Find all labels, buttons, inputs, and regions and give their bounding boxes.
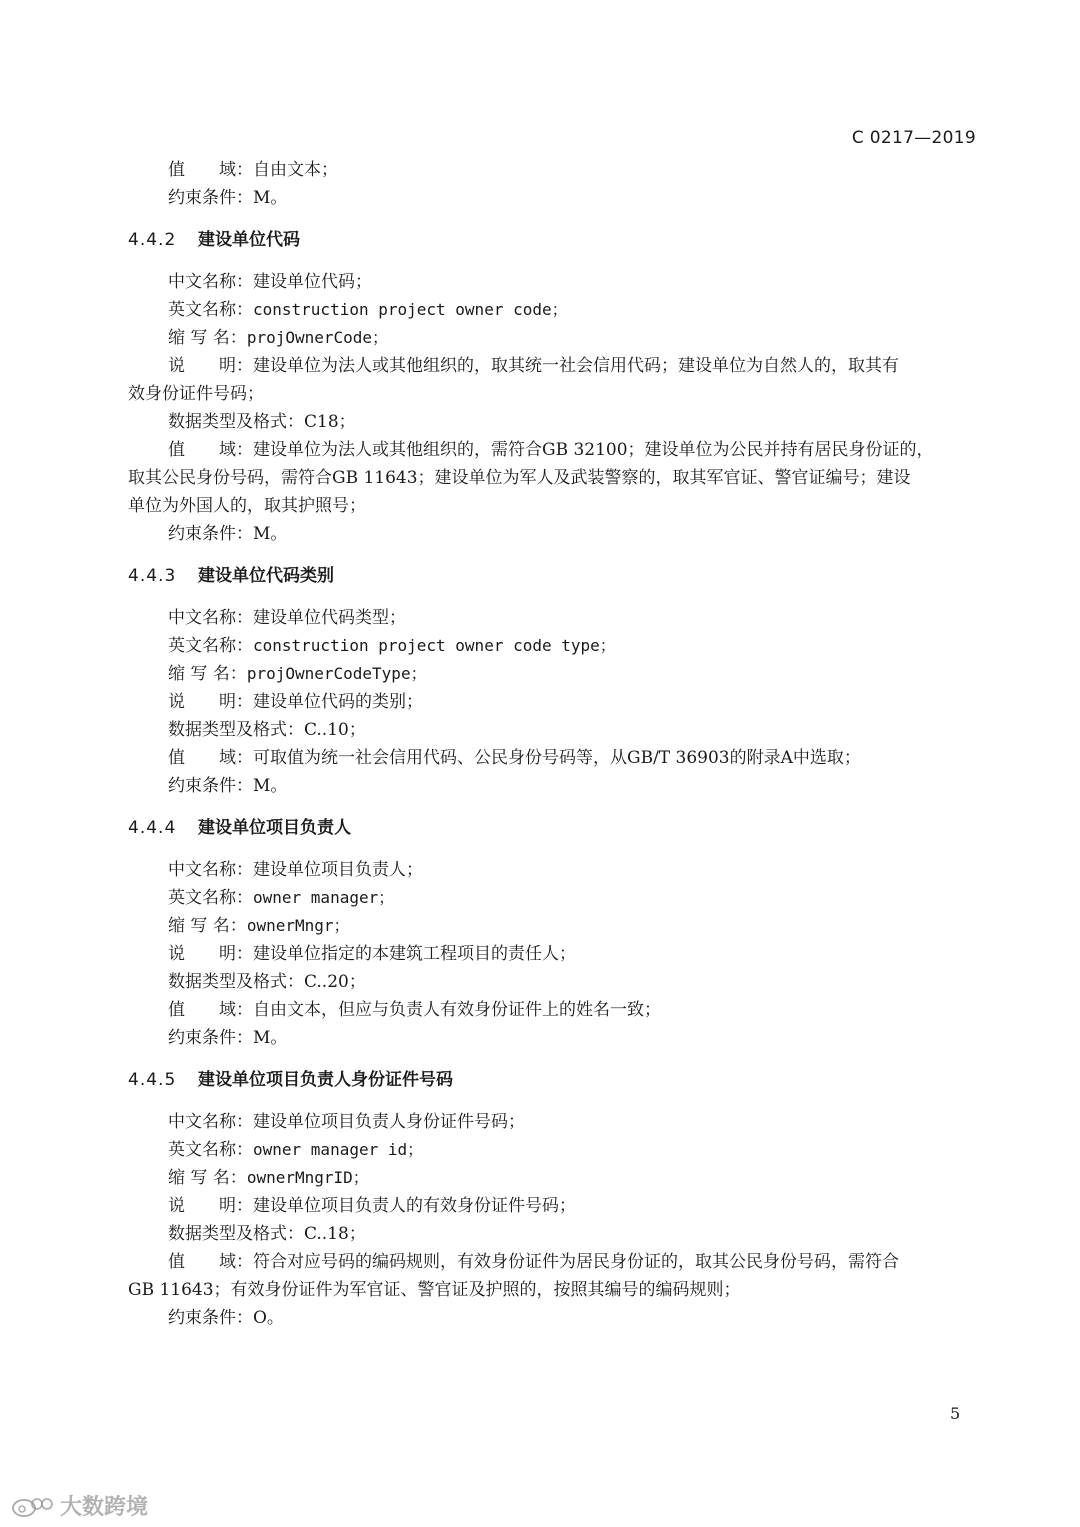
abbreviation-value: ownerMngrID； (246, 1168, 369, 1187)
constraint-line: 约束条件：O。 (168, 1308, 284, 1328)
abbreviation-label: 缩 写 名： (168, 916, 247, 936)
abbreviation-label: 缩 写 名： (168, 1168, 247, 1188)
description-line: 说 明：建设单位项目负责人的有效身份证件号码； (168, 1196, 576, 1216)
abbreviation-line (128, 324, 978, 352)
section-title: 建设单位代码 (198, 230, 300, 250)
english-name-label: 英文名称： (168, 636, 253, 656)
value-domain-line: 值 域：可取值为统一社会信用代码、公民身份号码等，从GB/T 36903的附录A中选取； (168, 748, 861, 768)
section-heading (128, 1066, 978, 1094)
abbreviation-label: 缩 写 名： (168, 664, 247, 684)
value-domain-line-continued: 取其公民身份号码，需符合GB 11643；建设单位为军人及武装警察的，取其军官证、警官证编号；建设 (128, 468, 911, 488)
description-line: 说 明：建设单位指定的本建筑工程项目的责任人； (168, 944, 576, 964)
chinese-name-line: 中文名称：建设单位项目负责人身份证件号码； (168, 1112, 525, 1132)
description-line: 说 明：建设单位代码的类别； (168, 692, 423, 712)
data-type-line: 数据类型及格式：C..10； (168, 720, 366, 740)
section-title: 建设单位项目负责人 (198, 818, 351, 838)
value-domain-line-continued: GB 11643；有效身份证件为军官证、警官证及护照的，按照其编号的编码规则； (128, 1280, 741, 1300)
abbreviation-value: ownerMngr； (246, 916, 350, 935)
chinese-name-line: 中文名称：建设单位代码； (168, 272, 372, 292)
watermark-text: 大数跨境 (60, 1495, 149, 1520)
section-heading (128, 814, 978, 842)
constraint-line: 约束条件：M。 (168, 1028, 288, 1048)
value-domain-line: 值 域：自由文本，但应与负责人有效身份证件上的姓名一致； (168, 1000, 661, 1020)
abbreviation-value: projOwnerCodeType； (246, 664, 427, 683)
english-name-value: construction project owner code； (253, 300, 568, 319)
english-name-value: owner manager id； (253, 1140, 424, 1159)
value-domain-line: 值 域：符合对应号码的编码规则，有效身份证件为居民身份证的，取其公民身份号码，需符合 (168, 1252, 899, 1272)
english-name-value: owner manager； (253, 888, 395, 907)
section-number: 4.4.4 (128, 818, 177, 838)
watermark (10, 1490, 148, 1521)
section-number: 4.4.2 (128, 230, 177, 250)
description-line: 说 明：建设单位为法人或其他组织的，取其统一社会信用代码；建设单位为自然人的，取其有 (168, 356, 899, 376)
abbreviation-line (128, 1164, 978, 1192)
chinese-name-line: 中文名称：建设单位项目负责人； (168, 860, 423, 880)
abbreviation-label: 缩 写 名： (168, 328, 247, 348)
abbreviation-value: projOwnerCode； (246, 328, 389, 347)
chinese-name-line: 中文名称：建设单位代码类型； (168, 608, 406, 628)
document-code: C 0217—2019 (851, 128, 976, 148)
section-heading (128, 562, 978, 590)
section-number: 4.4.3 (128, 566, 177, 586)
value-domain-line: 值 域：建设单位为法人或其他组织的，需符合GB 32100；建设单位为公民并持有居民身份证的， (168, 440, 934, 460)
english-name-label: 英文名称： (168, 888, 253, 908)
abbreviation-line (128, 912, 978, 940)
data-type-line: 数据类型及格式：C..20； (168, 972, 366, 992)
value-domain-line-continued: 单位为外国人的，取其护照号； (128, 496, 366, 516)
constraint-line: 约束条件：M。 (168, 776, 288, 796)
value-domain-line: 值 域：自由文本； (168, 160, 338, 180)
english-name-line (128, 632, 978, 660)
english-name-label: 英文名称： (168, 1140, 253, 1160)
english-name-line (128, 1136, 978, 1164)
english-name-label: 英文名称： (168, 300, 253, 320)
weibo-logo-icon (10, 1493, 54, 1519)
english-name-value: construction project owner code type； (253, 636, 616, 655)
constraint-line: 约束条件：M。 (168, 524, 288, 544)
page-number: 5 (950, 1404, 961, 1423)
description-line-continued: 效身份证件号码； (128, 384, 264, 404)
section-number: 4.4.5 (128, 1070, 177, 1090)
section-heading (128, 226, 978, 254)
english-name-line (128, 884, 978, 912)
section-title: 建设单位代码类别 (198, 566, 334, 586)
section-title: 建设单位项目负责人身份证件号码 (198, 1070, 453, 1090)
data-type-line: 数据类型及格式：C18； (168, 412, 356, 432)
english-name-line (128, 296, 978, 324)
constraint-line: 约束条件：M。 (168, 188, 288, 208)
data-type-line: 数据类型及格式：C..18； (168, 1224, 366, 1244)
document-body (128, 156, 978, 1332)
abbreviation-line (128, 660, 978, 688)
